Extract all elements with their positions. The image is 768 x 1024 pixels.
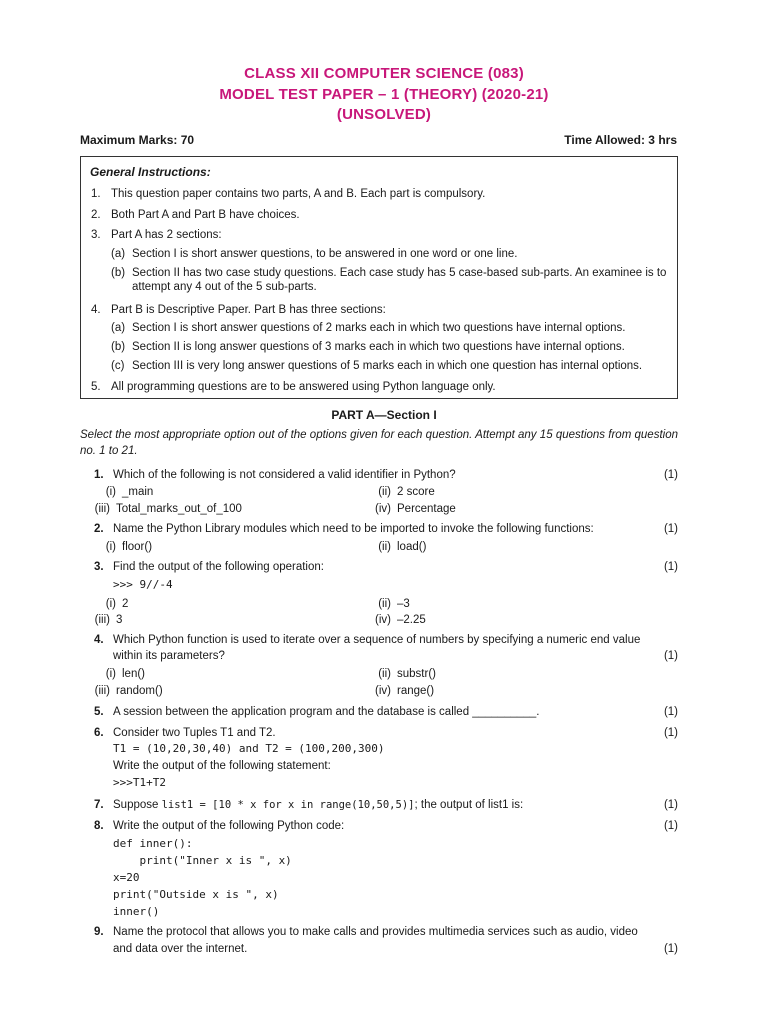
answer-option: (iii) random() <box>94 685 163 697</box>
answer-option: (ii) 2 score <box>378 486 435 498</box>
question-item <box>80 468 678 482</box>
code-snippet: >>>T1+T2 <box>113 776 166 789</box>
question-number: 4. <box>94 634 104 646</box>
answer-option: (iii) 3 <box>94 614 123 626</box>
question-marks: (1) <box>663 706 678 718</box>
question-text: Write the output of the following Python code: <box>113 820 345 832</box>
question-marks: (1) <box>663 561 678 573</box>
question-text: Consider two Tuples T1 and T2. <box>113 727 276 739</box>
question-text-continued: and data over the internet. <box>113 943 248 955</box>
time-allowed: Time Allowed: 3 hrs <box>564 133 677 147</box>
answer-option: (ii) load() <box>378 541 427 553</box>
instruction-subitem: (a) Section I is short answer questions of 2 marks each in which two questions have internal options. <box>111 322 626 334</box>
question-number: 6. <box>94 727 104 739</box>
code-line: x=20 <box>113 871 140 884</box>
part-a-section-heading: PART A—Section I <box>331 408 437 422</box>
question-marks: (1) <box>663 469 678 481</box>
code-snippet: T1 = (10,20,30,40) and T2 = (100,200,300) <box>113 742 385 755</box>
question-text: A session between the application program and the database is called __________. <box>113 706 540 718</box>
code-line: print("Inner x is ", x) <box>113 854 292 867</box>
answer-option: (ii) –3 <box>378 598 410 610</box>
maximum-marks: Maximum Marks: 70 <box>80 133 195 147</box>
answer-option: (iv) Percentage <box>375 503 456 515</box>
question-item <box>80 522 678 536</box>
instruction-item: 3. Part A has 2 sections: <box>91 229 222 241</box>
code-line: inner() <box>113 905 160 918</box>
question-text: Name the Python Library modules which need to be imported to invoke the following functions: <box>113 523 594 535</box>
question-item <box>80 633 678 663</box>
question-marks: (1) <box>663 820 678 832</box>
answer-option: (ii) substr() <box>378 668 436 680</box>
answer-option: (i) 2 <box>105 598 129 610</box>
paper-title-model-test: MODEL TEST PAPER – 1 (THEORY) (2020-21) <box>219 86 549 103</box>
question-number: 9. <box>94 926 104 938</box>
instruction-subitem: (b) Section II is long answer questions of 3 marks each in which two questions have internal options. <box>111 341 625 353</box>
question-text: Which Python function is used to iterate over a sequence of numbers by specifying a numeric end value <box>113 634 641 646</box>
question-number: 5. <box>94 706 104 718</box>
answer-option: (iv) range() <box>375 685 435 697</box>
question-text-continued: Write the output of the following statement: <box>113 760 331 772</box>
instruction-subitem: (b) Section II has two case study questions. Each case study has 5 case-based sub-parts. An examinee is to attempt any 4 out of the 5 sub-parts. <box>111 267 667 293</box>
question-item <box>80 726 678 740</box>
question-marks: (1) <box>663 523 678 535</box>
answer-option: (i) _main <box>105 486 154 498</box>
inline-code: list1 = [10 * x for x in range(10,50,5)] <box>161 799 415 811</box>
code-line: print("Outside x is ", x) <box>113 888 279 901</box>
paper-title-unsolved: (UNSOLVED) <box>336 106 432 123</box>
instruction-subitem: (c) Section III is very long answer questions of 5 marks each in which one question has internal options. <box>111 360 643 372</box>
question-text: Name the protocol that allows you to make calls and provides multimedia services such as audio, video <box>113 926 638 938</box>
question-number: 8. <box>94 820 104 832</box>
question-item <box>80 560 678 574</box>
paper-title-class: CLASS XII COMPUTER SCIENCE (083) <box>244 65 524 82</box>
instruction-item: 4. Part B is Descriptive Paper. Part B has three sections: <box>91 304 386 316</box>
question-number: 1. <box>94 469 104 481</box>
answer-option: (iii) Total_marks_out_of_100 <box>94 503 242 515</box>
question-text: Which of the following is not considered a valid identifier in Python? <box>113 469 456 481</box>
question-text: Suppose list1 = [10 * x for x in range(10,50,5)]; the output of list1 is: <box>113 799 524 811</box>
question-item <box>80 819 678 833</box>
general-instructions-heading: General Instructions: <box>90 165 211 179</box>
question-text: Find the output of the following operation: <box>113 561 324 573</box>
part-a-instruction: Select the most appropriate option out of the options given for each question. Attempt any 15 questions from question no. 1 to 21. <box>80 429 678 457</box>
code-snippet: >>> 9//-4 <box>113 578 173 591</box>
question-marks: (1) <box>663 799 678 811</box>
question-marks: (1) <box>663 650 678 662</box>
question-number: 7. <box>94 799 104 811</box>
question-item <box>80 705 678 719</box>
question-number: 3. <box>94 561 104 573</box>
answer-option: (i) floor() <box>105 541 153 553</box>
instruction-subitem: (a) Section I is short answer questions, to be answered in one word or one line. <box>111 248 518 260</box>
question-marks: (1) <box>663 727 678 739</box>
instruction-item: 5. All programming questions are to be answered using Python language only. <box>91 381 496 393</box>
instruction-item: 1. This question paper contains two parts, A and B. Each part is compulsory. <box>91 188 486 200</box>
question-item <box>80 925 678 955</box>
answer-option: (i) len() <box>105 668 146 680</box>
instruction-item: 2. Both Part A and Part B have choices. <box>91 209 300 221</box>
question-number: 2. <box>94 523 104 535</box>
question-text-continued: within its parameters? <box>113 650 225 662</box>
question-item <box>80 798 678 812</box>
code-line: def inner(): <box>113 837 193 850</box>
question-marks: (1) <box>663 943 678 955</box>
answer-option: (iv) –2.25 <box>375 614 426 626</box>
general-instructions-box <box>80 156 678 399</box>
